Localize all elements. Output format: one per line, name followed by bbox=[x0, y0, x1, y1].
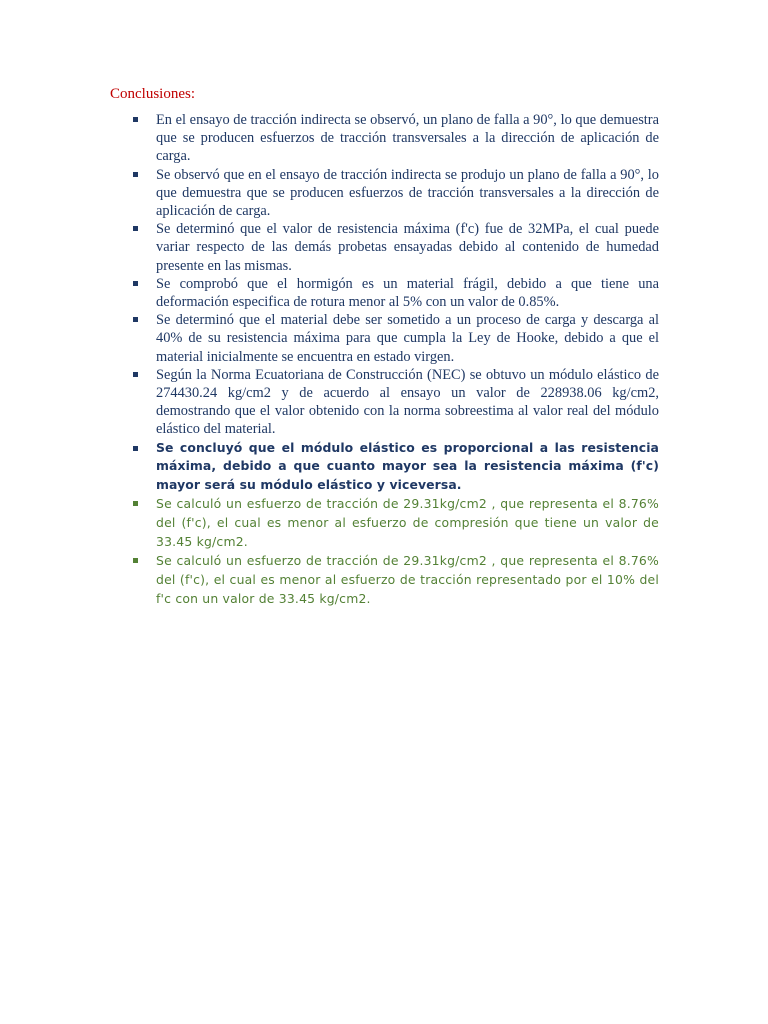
bullet-square-icon bbox=[133, 117, 138, 122]
section-heading: Conclusiones: bbox=[110, 86, 195, 102]
list-item-text: Se calculó un esfuerzo de tracción de 29.31kg/cm2 , que representa el 8.76% del (f'c), el cual es menor al esfuerzo de compresión que tiene un valor de 33.45 kg/cm2. bbox=[156, 496, 659, 550]
bullet-square-icon bbox=[133, 558, 138, 563]
list-item-text: Se concluyó que el módulo elástico es proporcional a las resistencia máxima, debido a que cuanto mayor sea la resistencia máxima (f'c) mayor será su módulo elástico y viceversa. bbox=[156, 439, 659, 492]
list-item bbox=[131, 111, 659, 166]
bullet-square-icon bbox=[133, 172, 138, 177]
list-item-text: Se determinó que el valor de resistencia máxima (f'c) fue de 32MPa, el cual puede variar respecto de las demás probetas ensayadas debido al contenido de humedad presente en las mismas. bbox=[156, 221, 659, 274]
list-item bbox=[131, 220, 659, 275]
list-item bbox=[131, 366, 659, 439]
list-item bbox=[131, 551, 659, 608]
list-item bbox=[131, 439, 659, 495]
list-item bbox=[131, 166, 659, 221]
list-item-text: Según la Norma Ecuatoriana de Construcción (NEC) se obtuvo un módulo elástico de 274430.24 kg/cm2 y de acuerdo al ensayo un valor de 228938.06 kg/cm2, demostrando que el valor obtenido con la norma sobreestima al valor real del módulo elástico del material. bbox=[156, 366, 659, 438]
conclusions-list bbox=[131, 111, 659, 608]
list-item-text: Se calculó un esfuerzo de tracción de 29.31kg/cm2 , que representa el 8.76% del (f'c), el cual es menor al esfuerzo de tracción representado por el 10% del f'c con un valor de 33.45 kg/cm2. bbox=[156, 553, 659, 607]
bullet-square-icon bbox=[133, 281, 138, 286]
list-item-text: Se determinó que el material debe ser sometido a un proceso de carga y descarga al 40% de su resistencia máxima para que cumpla la Ley de Hooke, debido a que el material inicialmente se encuentra en estado virgen. bbox=[156, 312, 659, 365]
bullet-square-icon bbox=[133, 446, 138, 451]
list-item-text: Se observó que en el ensayo de tracción indirecta se produjo un plano de falla a 90°, lo que demuestra que se producen esfuerzos de tracción transversales a la dirección de aplicación de carga. bbox=[156, 166, 659, 220]
bullet-square-icon bbox=[133, 501, 138, 506]
bullet-square-icon bbox=[133, 372, 138, 377]
list-item-text: En el ensayo de tracción indirecta se observó, un plano de falla a 90°, lo que demuestra que se producen esfuerzos de tracción transversales a la dirección de aplicación de carga. bbox=[156, 112, 659, 165]
bullet-square-icon bbox=[133, 317, 138, 322]
list-item bbox=[131, 494, 659, 551]
list-item bbox=[131, 311, 659, 366]
list-item-text: Se comprobó que el hormigón es un material frágil, debido a que tiene una deformación especifica de rotura menor al 5% con un valor de 0.85%. bbox=[156, 275, 659, 311]
bullet-square-icon bbox=[133, 226, 138, 231]
list-item bbox=[131, 275, 659, 311]
